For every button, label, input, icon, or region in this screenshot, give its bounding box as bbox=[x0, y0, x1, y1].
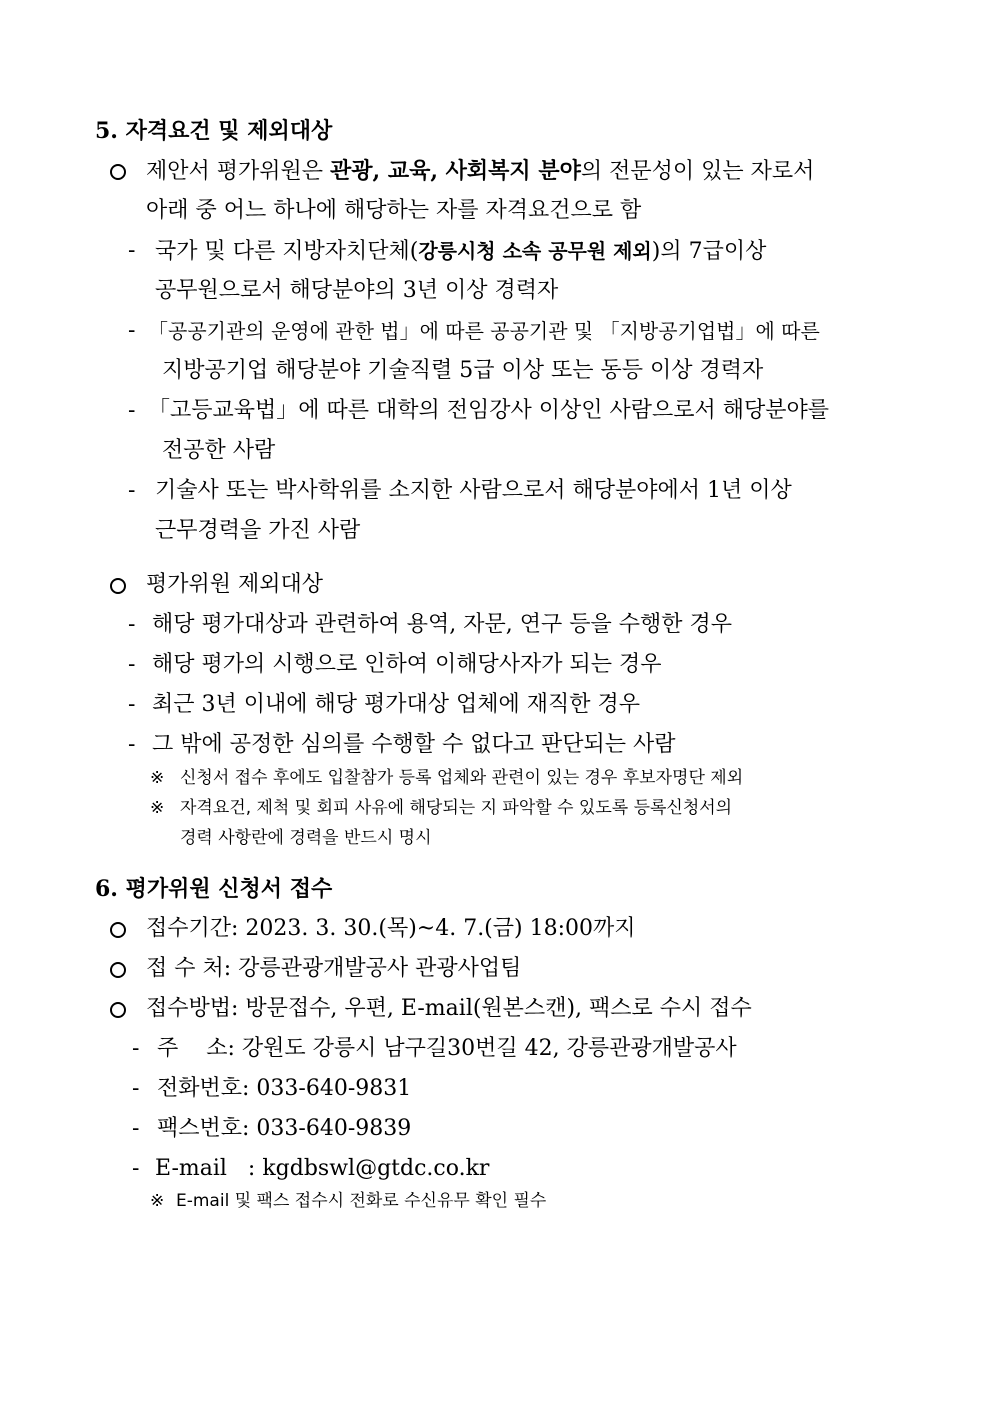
dash-bullet-icon: - bbox=[128, 612, 136, 637]
qualification-item-4: 기술사 또는 박사학위를 소지한 사람으로서 해당분야에서 1년 이상 bbox=[155, 478, 792, 503]
reception-note: E-mail 및 팩스 접수시 전화로 수신유무 확인 필수 bbox=[176, 1191, 547, 1211]
circle-bullet-icon bbox=[110, 922, 126, 938]
reference-mark-icon: ※ bbox=[150, 1191, 165, 1211]
qualification-intro-cont: 아래 중 어느 하나에 해당하는 자를 자격요건으로 함 bbox=[146, 198, 642, 223]
reception-period: 접수기간: 2023. 3. 30.(목)~4. 7.(금) 18:00까지 bbox=[146, 916, 636, 941]
circle-bullet-icon bbox=[110, 962, 126, 978]
reference-mark-icon: ※ bbox=[150, 768, 165, 788]
reference-mark-icon: ※ bbox=[150, 798, 165, 818]
exclusion-item-4: 그 밖에 공정한 심의를 수행할 수 없다고 판단되는 사람 bbox=[152, 732, 676, 757]
contact-fax: 팩스번호: 033-640-9839 bbox=[157, 1116, 412, 1141]
section-6-title: 6. 평가위원 신청서 접수 bbox=[95, 876, 333, 902]
circle-bullet-icon bbox=[110, 1002, 126, 1018]
contact-address: 주 소: 강원도 강릉시 남구길30번길 42, 강릉관광개발공사 bbox=[157, 1036, 737, 1061]
exclusion-item-3: 최근 3년 이내에 해당 평가대상 업체에 재직한 경우 bbox=[152, 692, 640, 717]
dash-bullet-icon: - bbox=[132, 1116, 140, 1141]
dash-bullet-icon: - bbox=[128, 732, 136, 757]
exclusion-heading: 평가위원 제외대상 bbox=[146, 572, 324, 597]
qualification-item-3: 「고등교육법」에 따른 대학의 전임강사 이상인 사람으로서 해당분야를 bbox=[148, 398, 830, 423]
dash-bullet-icon: - bbox=[132, 1036, 140, 1061]
dash-bullet-icon: - bbox=[128, 652, 136, 677]
dash-bullet-icon: - bbox=[128, 398, 136, 423]
contact-email: E-mail : kgdbswl@gtdc.co.kr bbox=[155, 1156, 490, 1181]
qualification-intro: 제안서 평가위원은 관광, 교육, 사회복지 분야의 전문성이 있는 자로서 bbox=[146, 158, 815, 184]
reception-method: 접수방법: 방문접수, 우편, E-mail(원본스캔), 팩스로 수시 접수 bbox=[146, 996, 752, 1021]
exclusion-item-1: 해당 평가대상과 관련하여 용역, 자문, 연구 등을 수행한 경우 bbox=[152, 612, 732, 637]
exclusion-note-2: 자격요건, 제척 및 회피 사유에 해당되는 지 파악할 수 있도록 등록신청서의 bbox=[180, 798, 733, 818]
exclusion-note-2-cont: 경력 사항란에 경력을 반드시 명시 bbox=[180, 828, 432, 848]
qualification-item-2: 「공공기관의 운영에 관한 법」에 따른 공공기관 및 「지방공기업법」에 따른 bbox=[148, 319, 820, 343]
qualification-item-1: 국가 및 다른 지방자치단체(강릉시청 소속 공무원 제외)의 7급이상 bbox=[155, 239, 767, 264]
section-5-title: 5. 자격요건 및 제외대상 bbox=[95, 118, 333, 144]
circle-bullet-icon bbox=[110, 164, 126, 180]
circle-bullet-icon bbox=[110, 578, 126, 594]
qualification-item-1-cont: 공무원으로서 해당분야의 3년 이상 경력자 bbox=[155, 278, 559, 303]
dash-bullet-icon: - bbox=[132, 1156, 140, 1181]
contact-phone: 전화번호: 033-640-9831 bbox=[157, 1076, 412, 1101]
exclusion-note-1: 신청서 접수 후에도 입찰참가 등록 업체와 관련이 있는 경우 후보자명단 제외 bbox=[180, 768, 744, 788]
dash-bullet-icon: - bbox=[128, 478, 136, 503]
reception-place: 접 수 처: 강릉관광개발공사 관광사업팀 bbox=[146, 956, 522, 981]
dash-bullet-icon: - bbox=[132, 1076, 140, 1101]
exclusion-item-2: 해당 평가의 시행으로 인하여 이해당사자가 되는 경우 bbox=[152, 652, 662, 677]
qualification-item-4-cont: 근무경력을 가진 사람 bbox=[155, 518, 361, 543]
dash-bullet-icon: - bbox=[128, 318, 136, 343]
dash-bullet-icon: - bbox=[128, 238, 136, 263]
qualification-item-2-cont: 지방공기업 해당분야 기술직렬 5급 이상 또는 동등 이상 경력자 bbox=[162, 358, 764, 383]
qualification-item-3-cont: 전공한 사람 bbox=[162, 438, 276, 463]
dash-bullet-icon: - bbox=[128, 692, 136, 717]
